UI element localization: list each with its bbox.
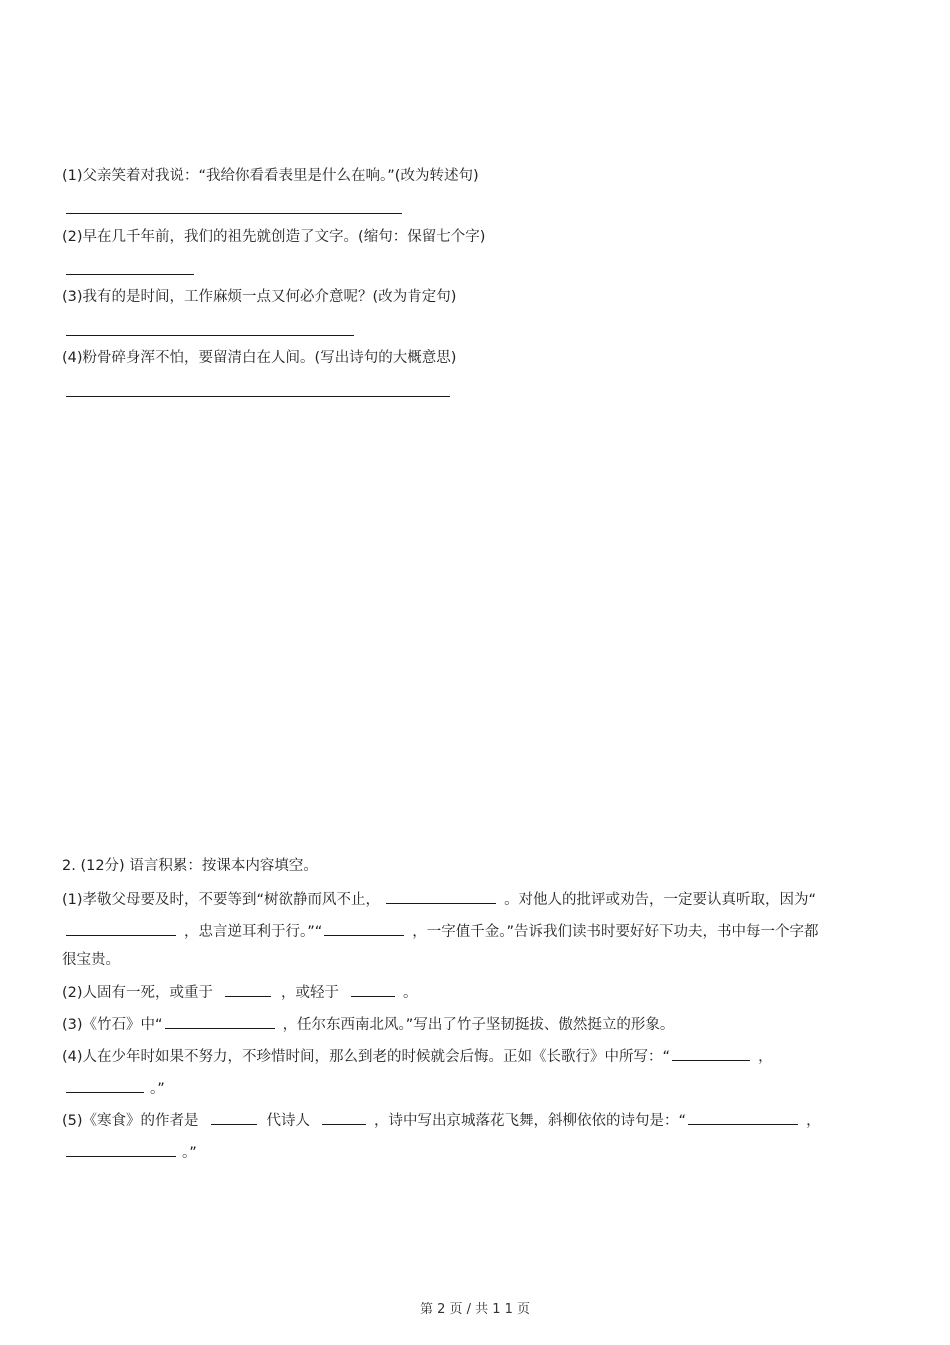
question-2-header: 2. (12分) 语言积累：按课本内容填空。 — [62, 858, 318, 874]
q2-5-text-c: ，诗中写出京城落花飞舞，斜柳依依的诗句是：“ — [374, 1113, 687, 1129]
q2-1-text-b: 。对他人的批评或劝告，一定要认真听取，因为“ — [504, 892, 817, 908]
q2-3-line — [62, 1014, 674, 1035]
item-2: (2)早在几千年前，我们的祖先就创造了文字。(缩句：保留七个字) — [62, 229, 486, 245]
q2-4-line-2 — [66, 1078, 165, 1099]
blank-2-1[interactable] — [225, 982, 271, 997]
q2-1-text-e: 很宝贵。 — [62, 952, 120, 968]
q2-3-text-a: (3)《竹石》中“ — [62, 1017, 163, 1033]
q2-2-text-c: 。 — [403, 985, 418, 1001]
q2-4-text-c: 。” — [150, 1081, 165, 1097]
answer-line-1[interactable] — [66, 213, 402, 214]
q2-1-text-d: ，一字值千金。”告诉我们读书时要好好下功夫，书中每一个字都 — [412, 924, 819, 940]
q2-5-line-1 — [62, 1110, 821, 1131]
answer-line-4[interactable] — [66, 396, 450, 397]
q2-4-text-b: ， — [758, 1049, 773, 1065]
item-1: (1)父亲笑着对我说：“我给你看看表里是什么在响。”(改为转述句) — [62, 168, 479, 184]
q2-2-line — [62, 982, 418, 1003]
q2-2-text-b: ，或轻于 — [281, 985, 340, 1001]
blank-1-2[interactable] — [66, 921, 176, 936]
page-footer: 第 2 页 / 共 1 1 页 — [419, 1302, 531, 1317]
q2-5-text-b: 代诗人 — [266, 1113, 311, 1129]
blank-1-1[interactable] — [386, 889, 496, 904]
q2-1-text-a: (1)孝敬父母要及时，不要等到“树欲静而风不止， — [62, 892, 381, 908]
q2-1-text-c: ，忠言逆耳利于行。”“ — [184, 924, 323, 940]
blank-5-4[interactable] — [66, 1142, 176, 1157]
item-4: (4)粉骨碎身浑不怕，要留清白在人间。(写出诗句的大概意思) — [62, 350, 457, 366]
blank-5-1[interactable] — [211, 1110, 257, 1125]
q2-5-line-2 — [66, 1142, 197, 1163]
q2-5-text-a: (5)《寒食》的作者是 — [62, 1113, 199, 1129]
blank-4-1[interactable] — [672, 1046, 750, 1061]
q2-4-text-a: (4)人在少年时如果不努力，不珍惜时间，那么到老的时候就会后悔。正如《长歌行》中所写：“ — [62, 1049, 671, 1065]
answer-line-3[interactable] — [66, 335, 354, 336]
q2-2-text-a: (2)人固有一死，或重于 — [62, 985, 214, 1001]
q2-1-line-2 — [66, 921, 819, 942]
q2-3-text-b: ，任尔东西南北风。”写出了竹子坚韧挺拔、傲然挺立的形象。 — [282, 1017, 675, 1033]
q2-4-line-1 — [62, 1046, 773, 1067]
blank-4-2[interactable] — [66, 1078, 144, 1093]
answer-line-2[interactable] — [66, 274, 194, 275]
blank-5-2[interactable] — [322, 1110, 366, 1125]
q2-1-line-1 — [62, 889, 816, 910]
blank-3-1[interactable] — [165, 1014, 275, 1029]
blank-2-2[interactable] — [351, 982, 395, 997]
blank-5-3[interactable] — [688, 1110, 798, 1125]
blank-1-3[interactable] — [324, 921, 404, 936]
item-3: (3)我有的是时间，工作麻烦一点又何必介意呢？(改为肯定句) — [62, 289, 457, 305]
q2-5-text-d: ， — [806, 1113, 821, 1129]
q2-5-text-e: 。” — [182, 1145, 197, 1161]
